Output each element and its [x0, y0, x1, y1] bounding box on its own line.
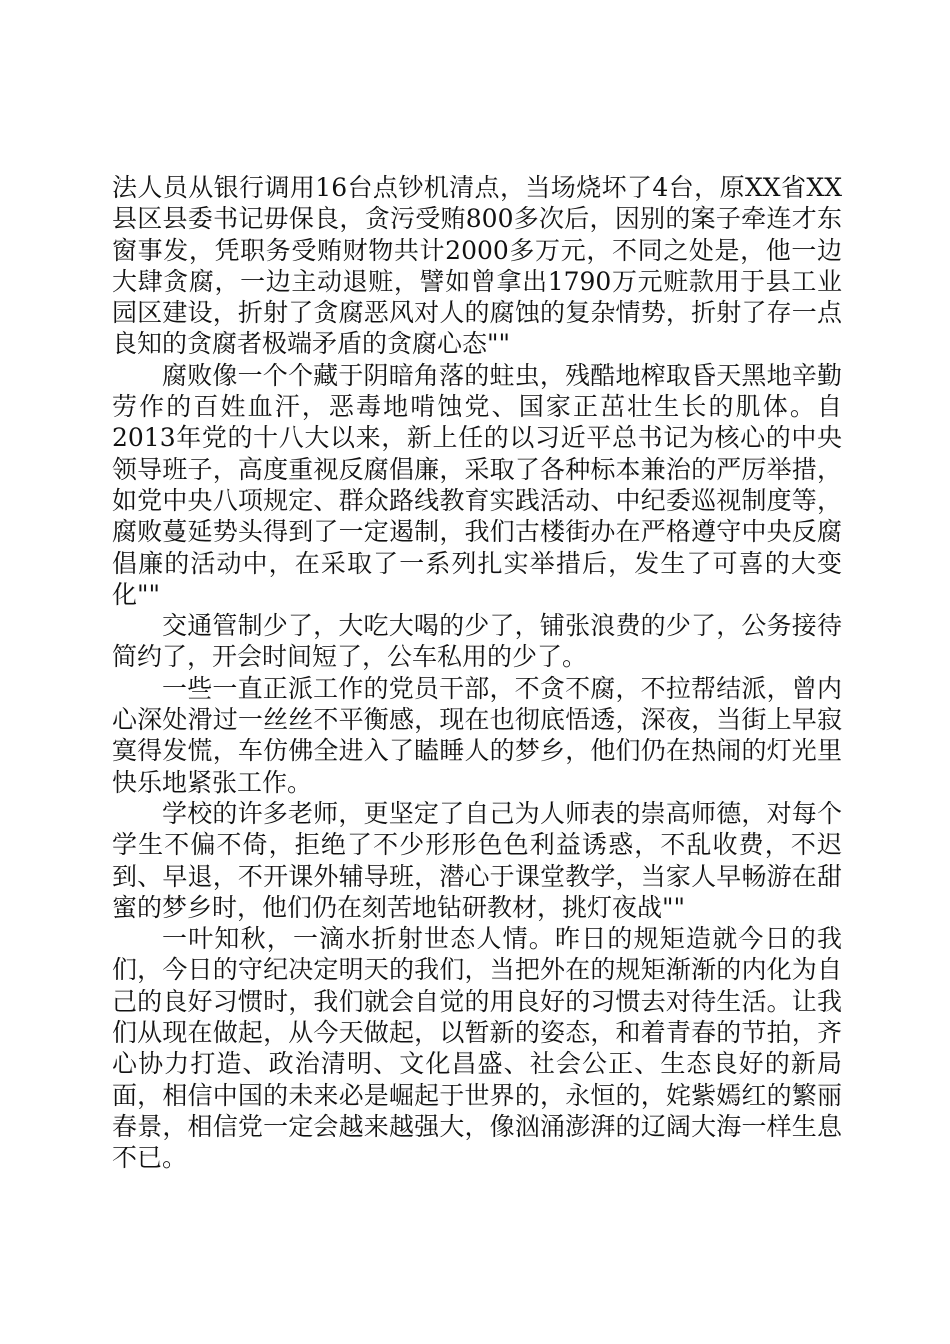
- document-body: [112, 172, 842, 1174]
- paragraph: 交通管制少了，大吃大喝的少了，铺张浪费的少了，公务接待简约了，开会时间短了，公车私用的少了。: [112, 611, 842, 672]
- paragraph: 学校的许多老师，更坚定了自己为人师表的崇高师德，对每个学生不偏不倚，拒绝了不少形形色色利益诱惑，不乱收费，不迟到、早退，不开课外辅导班，潜心于课堂教学，当家人早畅游在甜蜜的梦乡时，他们仍在刻苦地钻研教材，挑灯夜战"": [112, 798, 842, 922]
- paragraph: 一些一直正派工作的党员干部，不贪不腐，不拉帮结派，曾内心深处滑过一丝丝不平衡感，现在也彻底悟透，深夜，当街上早寂寞得发慌，车仿佛全进入了瞌睡人的梦乡，他们仍在热闹的灯光里快乐地紧张工作。: [112, 673, 842, 797]
- paragraph: 腐败像一个个藏于阴暗角落的蛀虫，残酷地榨取昏天黑地辛勤劳作的百姓血汗，恶毒地啃蚀党、国家正茁壮生长的肌体。自2013年党的十八大以来，新上任的以习近平总书记为核心的中央领导班子，高度重视反腐倡廉，采取了各种标本兼治的严厉举措，如党中央八项规定、群众路线教育实践活动、中纪委巡视制度等，腐败蔓延势头得到了一定遏制，我们古楼街办在严格遵守中央反腐倡廉的活动中，在采取了一系列扎实举措后，发生了可喜的大变化"": [112, 360, 842, 609]
- paragraph-continued: 法人员从银行调用16台点钞机清点，当场烧坏了4台，原XX省XX县区县委书记毋保良，贪污受贿800多次后，因别的案子牵连才东窗事发，凭职务受贿财物共计2000多万元，不同之处是，他一边大肆贪腐，一边主动退赃，譬如曾拿出1790万元赃款用于县工业园区建设，折射了贪腐恶风对人的腐蚀的复杂情势，折射了存一点良知的贪腐者极端矛盾的贪腐心态"": [112, 173, 842, 359]
- paragraph: 一叶知秋，一滴水折射世态人情。昨日的规矩造就今日的我们，今日的守纪决定明天的我们，当把外在的规矩渐渐的内化为自己的良好习惯时，我们就会自觉的用良好的习惯去对待生活。让我们从现在做起，从今天做起，以暂新的姿态，和着青春的节拍，齐心协力打造、政治清明、文化昌盛、社会公正、生态良好的新局面，相信中国的未来必是崛起于世界的，永恒的，姹紫嫣红的繁丽春景，相信党一定会越来越强大，像汹涌澎湃的辽阔大海一样生息不已。: [112, 924, 842, 1173]
